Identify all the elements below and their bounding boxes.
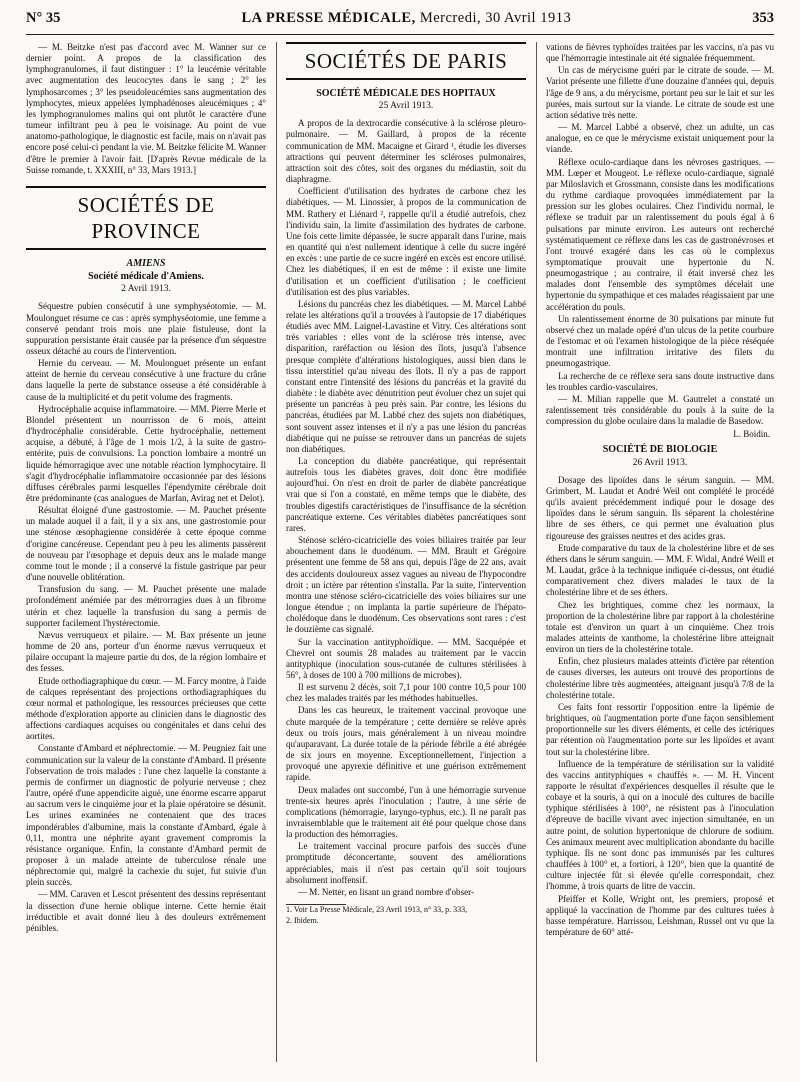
paragraph: Influence de la température de stérilisation sur la validité des vaccins antityphiques « chauffés ». — M. H. Vincent rapporte le résultat d'expériences desquelles il résulte que le cobaye et la souris, à qui on a inoculé des cultures de bacille typhique stérilisées à 100°, ne résistent pas à l'inoculation d'épreuve de bacille vivant avec injection simultanée, en un autre point, de solution hypertonique de chlorure de sodium. Ces animaux meurent avec multiplication abondante du bacille typhique. Ils ne sont donc pas immunisés par les cultures chauffées à 100° et, a fortiori, à 120°, bien que la quantité de culture injectée fût si élevée qu'elle correspondait, chez l'homme, à trois quarts de litre de vaccin. — [546, 758, 774, 892]
meeting-date: 25 Avril 1913. — [378, 101, 434, 112]
column-rule — [536, 42, 537, 1062]
paragraph: Transfusion du sang. — M. Pauchet présente une malade profondément anémiée par des métrorragies dues à un fibrome utérin et chez laquelle la transfusion du sang a permis de supporter facilement l'hystérectomie. — [26, 584, 266, 628]
paragraph: Constante d'Ambard et néphrectomie. — M. Peugniez fait une communication sur la valeur de la constante d'Ambard. Il présente l'observation de trois malades : l'une chez laquelle la constante a permis de confirmer un diagnostic de polyurie nerveuse ; chez l'autre, opéré d'une appendicite aiguë, une énorme escarre apparut au sacrum vers le cinquième jour et la plaie opératoire se désunit. Les urines examinées ne contenaient que des traces impondérables d'albumine, mais la constante d'Ambard, égale à 0,11, montra une néphrite ayant gravement compromis la résistance organique. Enfin, la constante d'Ambard permit de proposer à un malade atteinte de tuberculose rénale une néphrectomie qui, malgré la cachexie du sujet, fut suivie d'un plein succès. — [26, 743, 266, 888]
issue-number: N° 35 — [26, 10, 61, 26]
journal-name: LA PRESSE MÉDICALE, — [241, 10, 416, 26]
paragraph: La conception du diabète pancréatique, qui représentait autrefois tous les diabètes graves, doit donc être modifiée aujourd'hui. On n'est en droit de parler de diabète pancréatique vrai que si l'on a constaté, en même temps que le diabète, des troubles digestifs caractéristiques de l'insuffisance de la sécrétion pancréatique externe. Ces véritables diabètes pancréatiques sont rares. — [286, 456, 526, 533]
paragraph: vations de fièvres typhoïdes traitées par les vaccins, n'a pas vu que l'hémorragie intestinale ait été signalée fréquemment. — [546, 42, 774, 64]
column-rule — [276, 42, 277, 1062]
paragraph: Résultat éloigné d'une gastrostomie. — M. Pauchet présente un malade auquel il a fait, il y a six ans, une gastrostomie pour une sténose œsophagienne considérée à cette époque comme d'origine cancéreuse. Cependant peu à peu les aliments passèrent de nouveau par l'œsophage et depuis deux ans le malade mange comme tout le monde ; il a conservé la fistule gastrique par peur d'une nouvelle oblitération. — [26, 505, 266, 583]
column-3 — [546, 42, 774, 1062]
paragraph: Pfeiffer et Kolle, Wright ont, les premiers, proposé et appliqué la vaccination de l'homme par des cultures tuées à basse température. Harrissou, Leishman, Russel ont vu que la température de 60° atté- — [546, 893, 774, 938]
meeting-date: 26 Avril 1913. — [632, 457, 688, 468]
section-title: SOCIÉTÉS DE PROVINCE — [26, 186, 266, 250]
paragraph: Séquestre pubien consécutif à une symphyséotomie. — M. Moulonguet résume ce cas : après symphyséotomie, une femme a conservé pendant trois mois une plaie fistuleuse, dont la suppuration persistante était causée par la présence d'un séquestre osseux détaché au cours de l'intervention. — [26, 301, 266, 356]
paragraph: Sur la vaccination antityphoïdique. — MM. Sacquépée et Chevrel ont soumis 28 malades au traitement par le vaccin antityphique (inoculation sous-cutanée de cultures stérilisées à 56°, à doses de 100 à 700 millions de microbes). — [286, 636, 526, 680]
paragraph: Ces faits font ressortir l'opposition entre la lipémie de brightiques, où l'augmentation porte d'une façon sensiblement proportionnelle sur les divers éléments, et celle des ictériques par rétention où l'augmentation porte sur les lipoïdes et avant tout sur la cholestérine libre. — [546, 701, 774, 757]
paragraph: Sténose scléro-cicatricielle des voies biliaires traitée par leur abouchement dans le duodénum. — MM. Brault et Grégoire présentent une femme de 58 ans qui, depuis l'âge de 22 ans, avait des accidents douloureux assez vagues au niveau de l'hypocondre droit ; un ictère par rétention s'installa. Par la suite, l'intervention montra une sténose scléro-cicatricielle des voies biliaires sur une longue étendue ; on implanta la partie supérieure de l'hépato-cholédoque dans le duodénum. Ces observations sont rares : c'est le douzième cas signalé. — [286, 535, 526, 635]
column-2 — [286, 42, 526, 1062]
paragraph: A propos de la dextrocardie consécutive à la sclérose pleuro-pulmonaire. — M. Gaillard, à propos de la récente communication de MM. Macaigne et Girard ¹, étudie les diverses attractions qui peuvent déterminer les scléroses pulmonaires, attraction soit des côtes, soit des organes du médiastin, soit du diaphragme. — [286, 118, 526, 185]
meeting-date: 2 Avril 1913. — [121, 284, 171, 295]
paragraph: Lésions du pancréas chez les diabétiques. — M. Marcel Labbé relate les altérations qu'il a trouvées à l'autopsie de 17 diabétiques étudiés avec MM. Laignel-Lavastine et Vitry. Ces altérations sont très variables : elles vont de la sclérose très intense, avec disparition, raréfaction ou lésion des îlots, jusqu'à l'absence presque complète d'altérations histologiques, aussi bien dans le tissu interstitiel qu'au niveau des îlots. Il n'y a pas de rapport constant entre l'intensité des lésions du pancréas et la gravité du diabète : le diabète avec dénutrition peut évoluer chez un sujet qui présente un pancréas à peu près sain. Par contre, les lésions du pancréas, étudiées par M. Labbé chez des sujets non diabétiques, sont souvent assez intenses et il n'y a pas une lésion du pancréas diabétique qui ne puisse se retrouver dans un pancréas de sujets non diabétiques. — [286, 298, 526, 454]
paragraph: — M. Milian rappelle que M. Gautrelet a constaté un ralentissement très considérable du pouls à la suite de la compression du globe oculaire dans la maladie de Basedow. — [546, 393, 774, 427]
paragraph: Il est survenu 2 décès, soit 7,1 pour 100 contre 10,5 pour 100 chez les malades traités par les méthodes habituelles. — [286, 682, 526, 704]
paragraph: Etude orthodiagraphique du cœur. — M. Farcy montre, à l'aide de calques représentant des projections orthodiagraphiques du cœur normal et pathologique, les ressources précieuses que cette méthode d'exploration apporte au clinicien dans le diagnostic des affections cardiaques acquises ou congénitales et dans celui des aortites. — [26, 675, 266, 742]
page-number: 353 — [752, 10, 774, 26]
footnote: 2. Ibidem. — [286, 916, 319, 926]
column-1 — [26, 42, 266, 1062]
paragraph: Réflexe oculo-cardiaque dans les névroses gastriques. — MM. Lœper et Mougeot. Le réflexe oculo-cardiaque, signalé par Miloslavich et Grossmann, consiste dans les modifications du rythme cardiaque provoquées immédiatement par la pression sur les globes oculaires. Chez l'individu normal, le réflexe se traduit par un ralentissement du pouls égal à 6 pulsations par minute environ. Les auteurs ont recherché systématiquement ce réflexe dans les cas de gastronévroses et l'ont trouvé exagéré dans les cas où le complexus symptomatique prouvait une hypertonie du N. pneumogastrique ; au contraire, il était inversé chez les malades dont l'ensemble des symptômes décelait une hypertonie du sympathique et ces malades réagissaient par une accélération du pouls. — [546, 156, 774, 312]
paragraph: Coefficient d'utilisation des hydrates de carbone chez les diabétiques. — M. Linossier, à propos de la communication de MM. Rathery et Liénard ², rappelle qu'il a étudié autrefois, chez l'individu sain, la limite d'assimilation des hydrates de carbone. Une fois cette limite dépassée, le sucre apparaît dans l'urine, mais en quantité qui n'est nullement identique à celle du sucre ingéré en excès : une partie de ce sucre ingéré en excès est encore utilisé. Chez les diabétiques, il en est de même : il existe une limite d'utilisation et un coefficient d'utilisation ; le coefficient d'utilisation est des plus variables. — [286, 186, 526, 297]
paragraph: — M. Beitzke n'est pas d'accord avec M. Wanner sur ce dernier point. A propos de la classification des lymphogranulomes, il faut distinguer : 1° la leucémie véritable avec augmentation des leucocytes dans le sang ; 2° les lymphosarcomes ; 3° les pseudoleucémies sans augmentation des lymphocytes, mieux appelées lymphadénoses aleucémiques ; 4° les lymphogranulomes malins qui ont plutôt le caractère d'une tumeur infiltrant peu à peu le voisinage. Au point de vue anatomo-pathologique, le diagnostic est facile, mais on n'avait pas encore posé celui-ci pendant la vie. M. Beitzke félicite M. Wanner d'être le premier à l'avoir fait. [D'après Revue médicale de la Suisse romande, t. XXXIII, n° 33, Mars 1913.] — [26, 42, 266, 175]
section-title: SOCIÉTÉS DE PARIS — [286, 42, 526, 80]
paragraph: Un ralentissement énorme de 30 pulsations par minute fut observé chez un malade opéré d'un ulcus de la petite courbure de l'estomac et où l'examen histologique de la pièce réséquée montrait une infiltration irritative des filets du pneumogastrique. — [546, 313, 774, 369]
paragraph: — M. Netter, en lisant un grand nombre d'obser- — [298, 886, 474, 897]
paragraph: Chez les brightiques, comme chez les normaux, la proportion de la cholestérine libre par rapport à la cholestérine totale est d'environ un quart à un cinquième. Chez trois malades atteints de xanthome, la cholestérine libre atteignait environ un tiers de la cholestérine totale. — [546, 599, 774, 655]
author-signature: L. Boidin. — [733, 429, 770, 440]
paragraph: Le traitement vaccinal procure parfois des succès d'une promptitude déconcertante, souvent des améliorations appréciables, mais il n'est pas certain qu'il soit toujours absolument inoffensif. — [286, 841, 526, 885]
paragraph: La recherche de ce réflexe sera sans doute instructive dans les troubles cardio-vasculaires. — [546, 370, 774, 392]
paragraph: Dans les cas heureux, le traitement vaccinal provoque une chute marquée de la température ; cette dernière se relève après deux ou trois jours, mais généralement à un niveau moindre qu'auparavant. La durée totale de la période fébrile a été abrégée de six jours en moyenne. Exceptionnellement, l'injection a provoqué une apyrexie définitive et une guérison extrêmement rapide. — [286, 705, 526, 783]
city-heading: AMIENS — [126, 257, 166, 269]
paragraph: Un cas de mérycisme guéri par le citrate de soude. — M. Variot présente une fillette d'une douzaine d'années qui, depuis l'âge de 9 ans, a du mérycisme, portant peu sur le lait et sur les purées, mais surtout sur la viande. Le citrate de soude est une action sédative très nette. — [546, 65, 774, 120]
paragraph: Nævus verruqueux et pilaire. — M. Bax présente un jeune homme de 20 ans, porteur d'un énorme nævus verruqueux et pilaire occupant la majeure partie du dos, de la région lombaire et des fesses. — [26, 629, 266, 674]
paragraph: — MM. Caraven et Lescot présentent des dessins représentant la dissection d'une hernie oblique interne. Cette hernie était irréductible et avait donné lieu à des douleurs extrêmement pénibles. — [26, 889, 266, 933]
paragraph: Enfin, chez plusieurs malades atteints d'ictère par rétention de causes diverses, les auteurs ont trouvé des proportions de cholestérine libre très augmentées, atteignant jusqu'à 7/8 de la cholestérine totale. — [546, 656, 774, 700]
paragraph: Etude comparative du taux de la cholestérine libre et de ses éthers dans le sérum sanguin. — MM. F. Widal, André Weill et M. Laudat, grâce à la technique indiquée ci-dessus, ont étudié comparativement chez divers malades le taux de la cholestérine libre et de ses éthers. — [546, 542, 774, 598]
paragraph: Hernie du cerveau. — M. Moulonguet présente un enfant atteint de hernie du cerveau consécutive à une fracture du crâne dans laquelle la perte de substance osseuse a été considérable à cause de la multiplicité et du petit volume des fragments. — [26, 358, 266, 402]
journal-title — [241, 10, 571, 27]
society-heading: SOCIÉTÉ MÉDICALE DES HOPITAUX — [316, 88, 496, 99]
society-heading: Société médicale d'Amiens. — [88, 271, 204, 283]
footnote: 1. Voir La Presse Médicale, 23 Avril 1913, n° 33, p. 333, — [286, 905, 468, 915]
paragraph: Deux malades ont succombé, l'un à une hémorragie survenue trente-six heures après l'inoculation ; l'autre, à une série de complications (hémorragie, laryngo-typhus, etc.). Il ne paraît pas invraisemblable que le traitement ait été pour quelque chose dans la production des hémorragies. — [286, 784, 526, 840]
page-header — [26, 10, 774, 35]
paragraph: Hydrocéphalie acquise inflammatoire. — MM. Pierre Merle et Blondel présentent un nourrisson de 6 mois, atteint d'hydrocéphalie considérable. Cette hydrocéphalie, nettement acquise, a débuté, à l'âge de 1 mois 1/2, à la suite de gastro-entérite, puis de convulsions. La ponction lombaire a montré un liquide hémorragique avec une notable réaction lymphocytaire. Il s'agit d'hydrocéphalie inflammatoire occasionnée par des lésions diffuses cérébrales parmi lesquelles l'épendymite cérébrale doit être prédominante (cas analogues de Marfan, Avirag net et Delot). — [26, 403, 266, 503]
paragraph: Dosage des lipoïdes dans le sérum sanguin. — MM. Grimbert, M. Laudat et André Weil ont complété le procédé qu'ils avaient précédemment indiqué pour le dosage des lipoïdes dans le sérum sanguin. Ils séparent la cholestérine libre de ses éthers, ce qui permet une évaluation plus rigoureuse des graisses neutres et des acides gras. — [546, 474, 774, 541]
issue-date: Mercredi, 30 Avril 1913 — [419, 10, 572, 26]
society-heading: SOCIÉTÉ DE BIOLOGIE — [602, 444, 718, 456]
paragraph: — M. Marcel Labbé a observé, chez un adulte, un cas analogue, en ce que le mérycisme existait uniquement pour la viande. — [546, 122, 774, 155]
